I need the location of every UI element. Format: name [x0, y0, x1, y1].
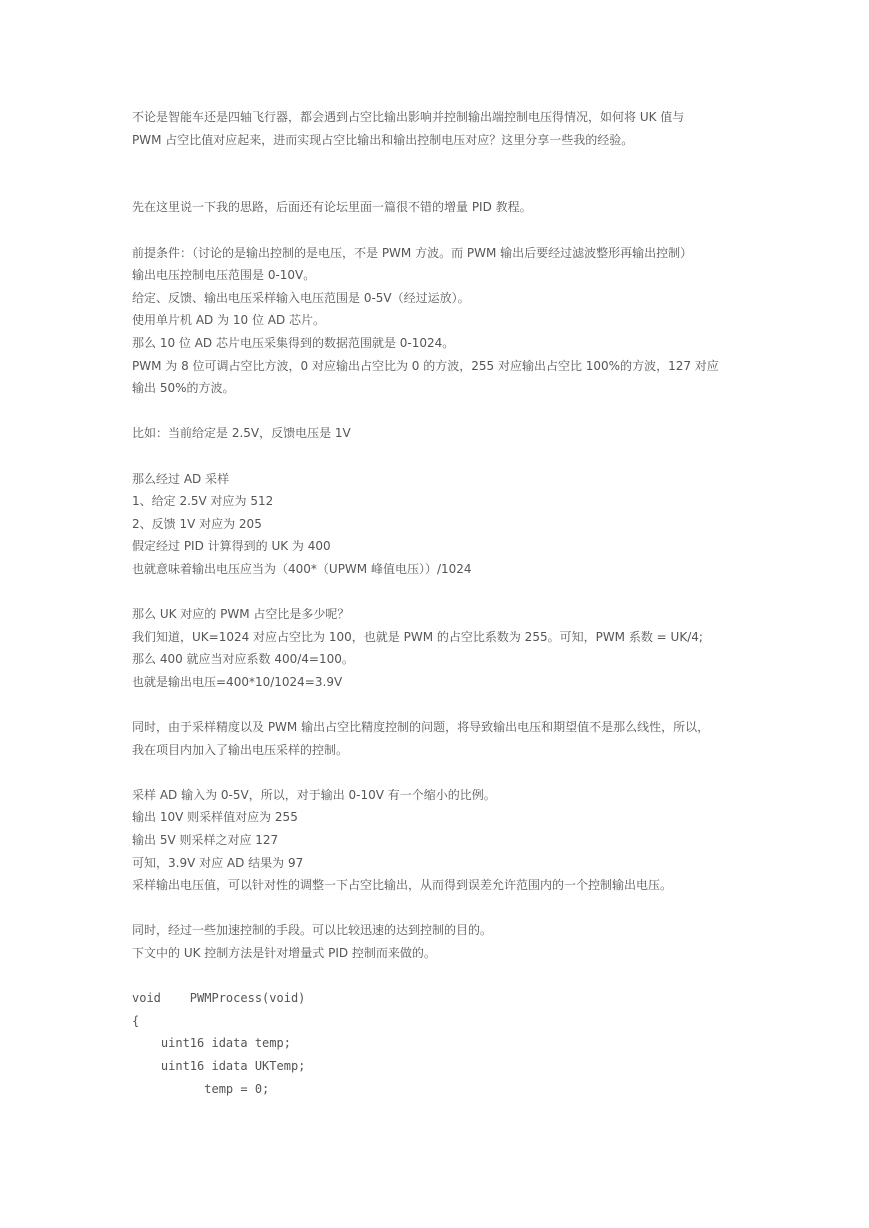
code-line-4: uint16 idata UKTemp;: [132, 1058, 306, 1073]
paragraph-gap: [132, 761, 744, 784]
intro-line-1: 不论是智能车还是四轴飞行器，都会遇到占空比输出影响并控制输出端控制电压得情况，如何将 UK 值与: [132, 110, 685, 124]
feedback-line-2: 输出 10V 则采样值对应为 255: [132, 810, 298, 825]
uk-duty-line-4: 也就是输出电压=400*10/1024=3.9V: [132, 674, 343, 689]
ad-sampling-line-5: 也就意味着输出电压应当为（400*（UPWM 峰值电压））/1024: [132, 561, 472, 576]
feedback-line-5: 采样输出电压值，可以针对性的调整一下占空比输出，从而得到误差允许范围内的一个控制输出电压。: [132, 878, 673, 893]
code-line-3: uint16 idata temp;: [132, 1036, 291, 1051]
uk-duty-line-1: 那么 UK 对应的 PWM 占空比是多少呢？: [132, 607, 350, 622]
ad-sampling-line-3: 2、反馈 1V 对应为 205: [132, 516, 262, 531]
premise-line-3: 给定、反馈、输出电压采样输入电压范围是 0-5V（经过运放）。: [132, 290, 470, 305]
feedback-line-1: 采样 AD 输入为 0-5V，所以，对于输出 0-10V 有一个缩小的比例。: [132, 787, 496, 802]
code-line-5: temp = 0;: [132, 1081, 270, 1096]
document-page: [132, 106, 744, 1100]
uk-duty-line-2: 我们知道，UK=1024 对应占空比为 100，也就是 PWM 的占空比系数为 255。可知，PWM 系数 = UK/4;: [132, 629, 703, 644]
premise-line-2: 输出电压控制电压范围是 0-10V。: [132, 268, 316, 283]
example-line: 比如：当前给定是 2.5V，反馈电压是 1V: [132, 426, 351, 441]
ad-sampling-line-2: 1、给定 2.5V 对应为 512: [132, 494, 274, 509]
paragraph-gap: [132, 151, 744, 196]
linearity-line-1: 同时，由于采样精度以及 PWM 输出占空比精度控制的问题，将导致输出电压和期望值不是那么线性，所以，: [132, 720, 710, 735]
intro-line-2: PWM 占空比值对应起来，进而实现占空比输出和输出控制电压对应？这里分享一些我的经验。: [132, 132, 634, 147]
code-line-2: {: [132, 1013, 140, 1028]
idea-line: 先在这里说一下我的思路，后面还有论坛里面一篇很不错的增量 PID 教程。: [132, 200, 532, 215]
paragraph-gap: [132, 219, 744, 242]
accel-line-1: 同时，经过一些加速控制的手段。可以比较迅速的达到控制的目的。: [132, 923, 493, 938]
paragraph-gap: [132, 965, 744, 988]
paragraph-gap: [132, 897, 744, 920]
paragraph-gap: [132, 693, 744, 716]
premise-line-6: PWM 为 8 位可调占空比方波，0 对应输出占空比为 0 的方波，255 对应输出占空比 100%的方波，127 对应: [132, 358, 719, 373]
ad-sampling-line-1: 那么经过 AD 采样: [132, 471, 230, 486]
premise-line-5: 那么 10 位 AD 芯片电压采集得到的数据范围就是 0-1024。: [132, 335, 455, 350]
paragraph-gap: [132, 400, 744, 423]
paragraph-gap: [132, 580, 744, 603]
linearity-line-2: 我在项目内加入了输出电压采样的控制。: [132, 742, 349, 757]
paragraph-gap: [132, 445, 744, 468]
feedback-line-3: 输出 5V 则采样之对应 127: [132, 833, 279, 847]
premise-line-1: 前提条件：（讨论的是输出控制的是电压，不是 PWM 方波。而 PWM 输出后要经过滤波整形再输出控制）: [132, 245, 693, 260]
uk-duty-line-3: 那么 400 就应当对应系数 400/4=100。: [132, 652, 354, 667]
ad-sampling-line-4: 假定经过 PID 计算得到的 UK 为 400: [132, 539, 331, 554]
premise-line-4: 使用单片机 AD 为 10 位 AD 芯片。: [132, 313, 326, 328]
accel-line-2: 下文中的 UK 控制方法是针对增量式 PID 控制而来做的。: [132, 945, 436, 960]
code-line-1: void PWMProcess(void): [132, 991, 306, 1006]
premise-line-7: 输出 50%的方波。: [132, 381, 235, 396]
feedback-line-4: 可知，3.9V 对应 AD 结果为 97: [132, 855, 304, 870]
